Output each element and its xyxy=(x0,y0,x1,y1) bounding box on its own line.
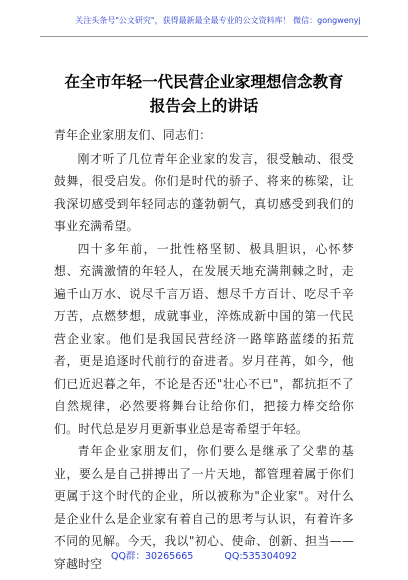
greeting: 青年企业家朋友们、同志们： xyxy=(54,128,212,142)
paragraph-3: 青年企业家朋友们，你们要么是继承了父辈的基业，要么是自己拼搏出了一片天地，都管理着属于你们更属于这个时代的企业，所以被称为"企业家"。对什么是企业什么是企业家有着自己的思考与认识，有着许多不同的见解。今天，我以"初心、使命、创新、担当——穿越时空 xyxy=(54,444,354,571)
footer-qq: QQ:535304092 xyxy=(224,551,297,562)
header-banner: 关注头条号"公文研究"，获得最新最全最专业的公文资料库！ 微信：gongwenyj xyxy=(75,16,361,25)
footer xyxy=(0,548,408,562)
footer-qq-group: QQ群：30265665 xyxy=(111,551,194,562)
title-line-1: 在全市年轻一代民营企业家理想信念教育 xyxy=(64,73,344,91)
page-title xyxy=(30,70,378,118)
paragraph-1: 刚才听了几位青年企业家的发言，很受触动、很受鼓舞，很受启发。你们是时代的骄子、将来的栋梁，让我深切感受到年轻同志的蓬勃朝气，真切感受到我们的事业充满希望。 xyxy=(54,151,354,233)
title-line-2: 报告会上的讲话 xyxy=(149,97,259,115)
paragraph-2: 四十多年前，一批性格坚韧、极具胆识，心怀梦想、充满激情的年轻人，在发展天地充满荆棘之时，走遍千山万水、说尽千言万语、想尽千方百计、吃尽千辛万苦，点燃梦想，成就事业，淬炼成新中国的第一代民营企业家。他们是我国民营经济一路筚路蓝缕的拓荒者，更是追逐时代前行的奋进者。岁月荏苒，如今，他们已近迟暮之年，不论是否还"壮心不已"，都抗拒不了自然规律，必然要将舞台让给你们，把接力棒交给你们。时代总是岁月更新事业总是寄希望于年轻。 xyxy=(54,241,354,436)
document-body xyxy=(54,124,354,575)
header-divider xyxy=(40,36,368,37)
